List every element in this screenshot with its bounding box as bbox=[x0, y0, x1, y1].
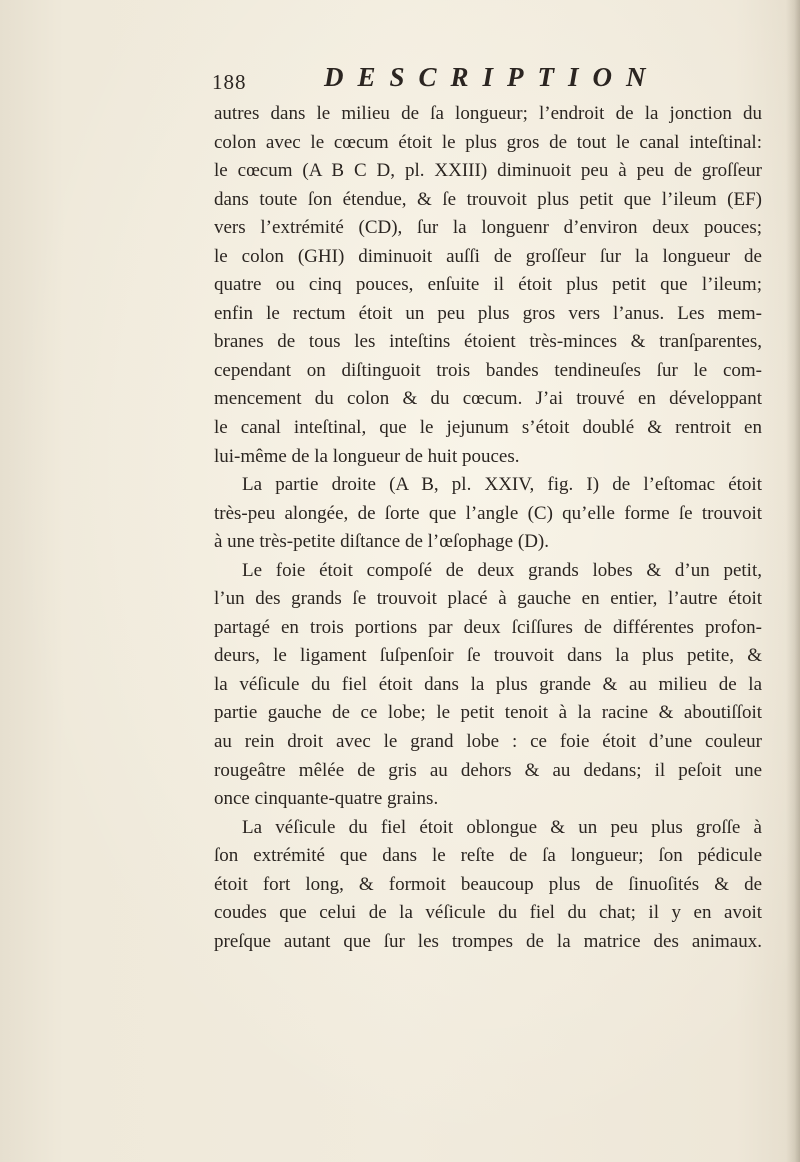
body-text bbox=[214, 100, 762, 956]
text-line: mencement du colon & du cœcum. J’ai trouvé en développant bbox=[214, 388, 762, 410]
text-line: once cinquante-quatre grains. bbox=[214, 788, 439, 810]
page-number: 188 bbox=[212, 70, 247, 94]
text-line: partagé en trois portions par deux ſciſſures de différentes profon- bbox=[214, 616, 762, 638]
text-line: très-peu alongée, de ſorte que l’angle (C) qu’elle forme ſe trouvoit bbox=[214, 502, 762, 524]
running-head bbox=[212, 62, 662, 96]
text-line: au rein droit avec le grand lobe : ce foie étoit d’une couleur bbox=[214, 731, 762, 753]
text-line: à une très-petite diſtance de l’œſophage (D). bbox=[214, 531, 549, 553]
text-line: branes de tous les inteſtins étoient très-minces & tranſparentes, bbox=[214, 331, 762, 353]
text-line: partie gauche de ce lobe; le petit tenoit à la racine & aboutiſſoit bbox=[214, 702, 762, 724]
text-line: coudes que celui de la véſicule du fiel du chat; il y en avoit bbox=[214, 902, 762, 924]
paragraph-start-line: La véſicule du fiel étoit oblongue & un peu plus groſſe à bbox=[242, 816, 762, 838]
text-line: cependant on diſtinguoit trois bandes tendineuſes ſur le com- bbox=[214, 359, 762, 381]
text-line: l’un des grands ſe trouvoit placé à gauche en entier, l’autre étoit bbox=[214, 588, 762, 610]
text-line: la véſicule du fiel étoit dans la plus grande & au milieu de la bbox=[214, 673, 762, 695]
text-line: rougeâtre mêlée de gris au dehors & au dedans; il peſoit une bbox=[214, 759, 762, 781]
text-line: deurs, le ligament ſuſpenſoir ſe trouvoit dans la plus petite, & bbox=[214, 645, 762, 667]
text-line: le colon (GHI) diminuoit auſſi de groſſeur ſur la longueur de bbox=[214, 245, 762, 267]
text-line: lui-même de la longueur de huit pouces. bbox=[214, 445, 520, 467]
text-line: preſque autant que ſur les trompes de la matrice des animaux. bbox=[214, 930, 762, 952]
text-line: dans toute ſon étendue, & ſe trouvoit plus petit que l’ileum (EF) bbox=[214, 188, 762, 210]
paragraph-start-line: Le foie étoit compoſé de deux grands lobes & d’un petit, bbox=[242, 559, 762, 581]
paragraph-start-line: La partie droite (A B, pl. XXIV, fig. I) de l’eſtomac étoit bbox=[242, 474, 762, 496]
text-line: quatre ou cinq pouces, enſuite il étoit plus petit que l’ileum; bbox=[214, 274, 762, 296]
text-line: le canal inteſtinal, que le jejunum s’étoit doublé & rentroit en bbox=[214, 417, 762, 439]
text-line: enfin le rectum étoit un peu plus gros vers l’anus. Les mem- bbox=[214, 302, 762, 324]
text-line: étoit fort long, & formoit beaucoup plus de ſinuoſités & de bbox=[214, 873, 762, 895]
running-title: DESCRIPTION bbox=[324, 62, 660, 92]
text-line: ſon extrémité que dans le reſte de ſa longueur; ſon pédicule bbox=[214, 845, 762, 867]
text-line: le cœcum (A B C D, pl. XXIII) diminuoit peu à peu de groſſeur bbox=[214, 160, 762, 182]
text-line: autres dans le milieu de ſa longueur; l’endroit de la jonction du bbox=[214, 103, 762, 124]
page-edge-shadow bbox=[786, 0, 800, 1162]
text-line: vers l’extrémité (CD), ſur la longuenr d’environ deux pouces; bbox=[214, 217, 762, 239]
text-line: colon avec le cœcum étoit le plus gros de tout le canal inteſtinal: bbox=[214, 131, 762, 153]
